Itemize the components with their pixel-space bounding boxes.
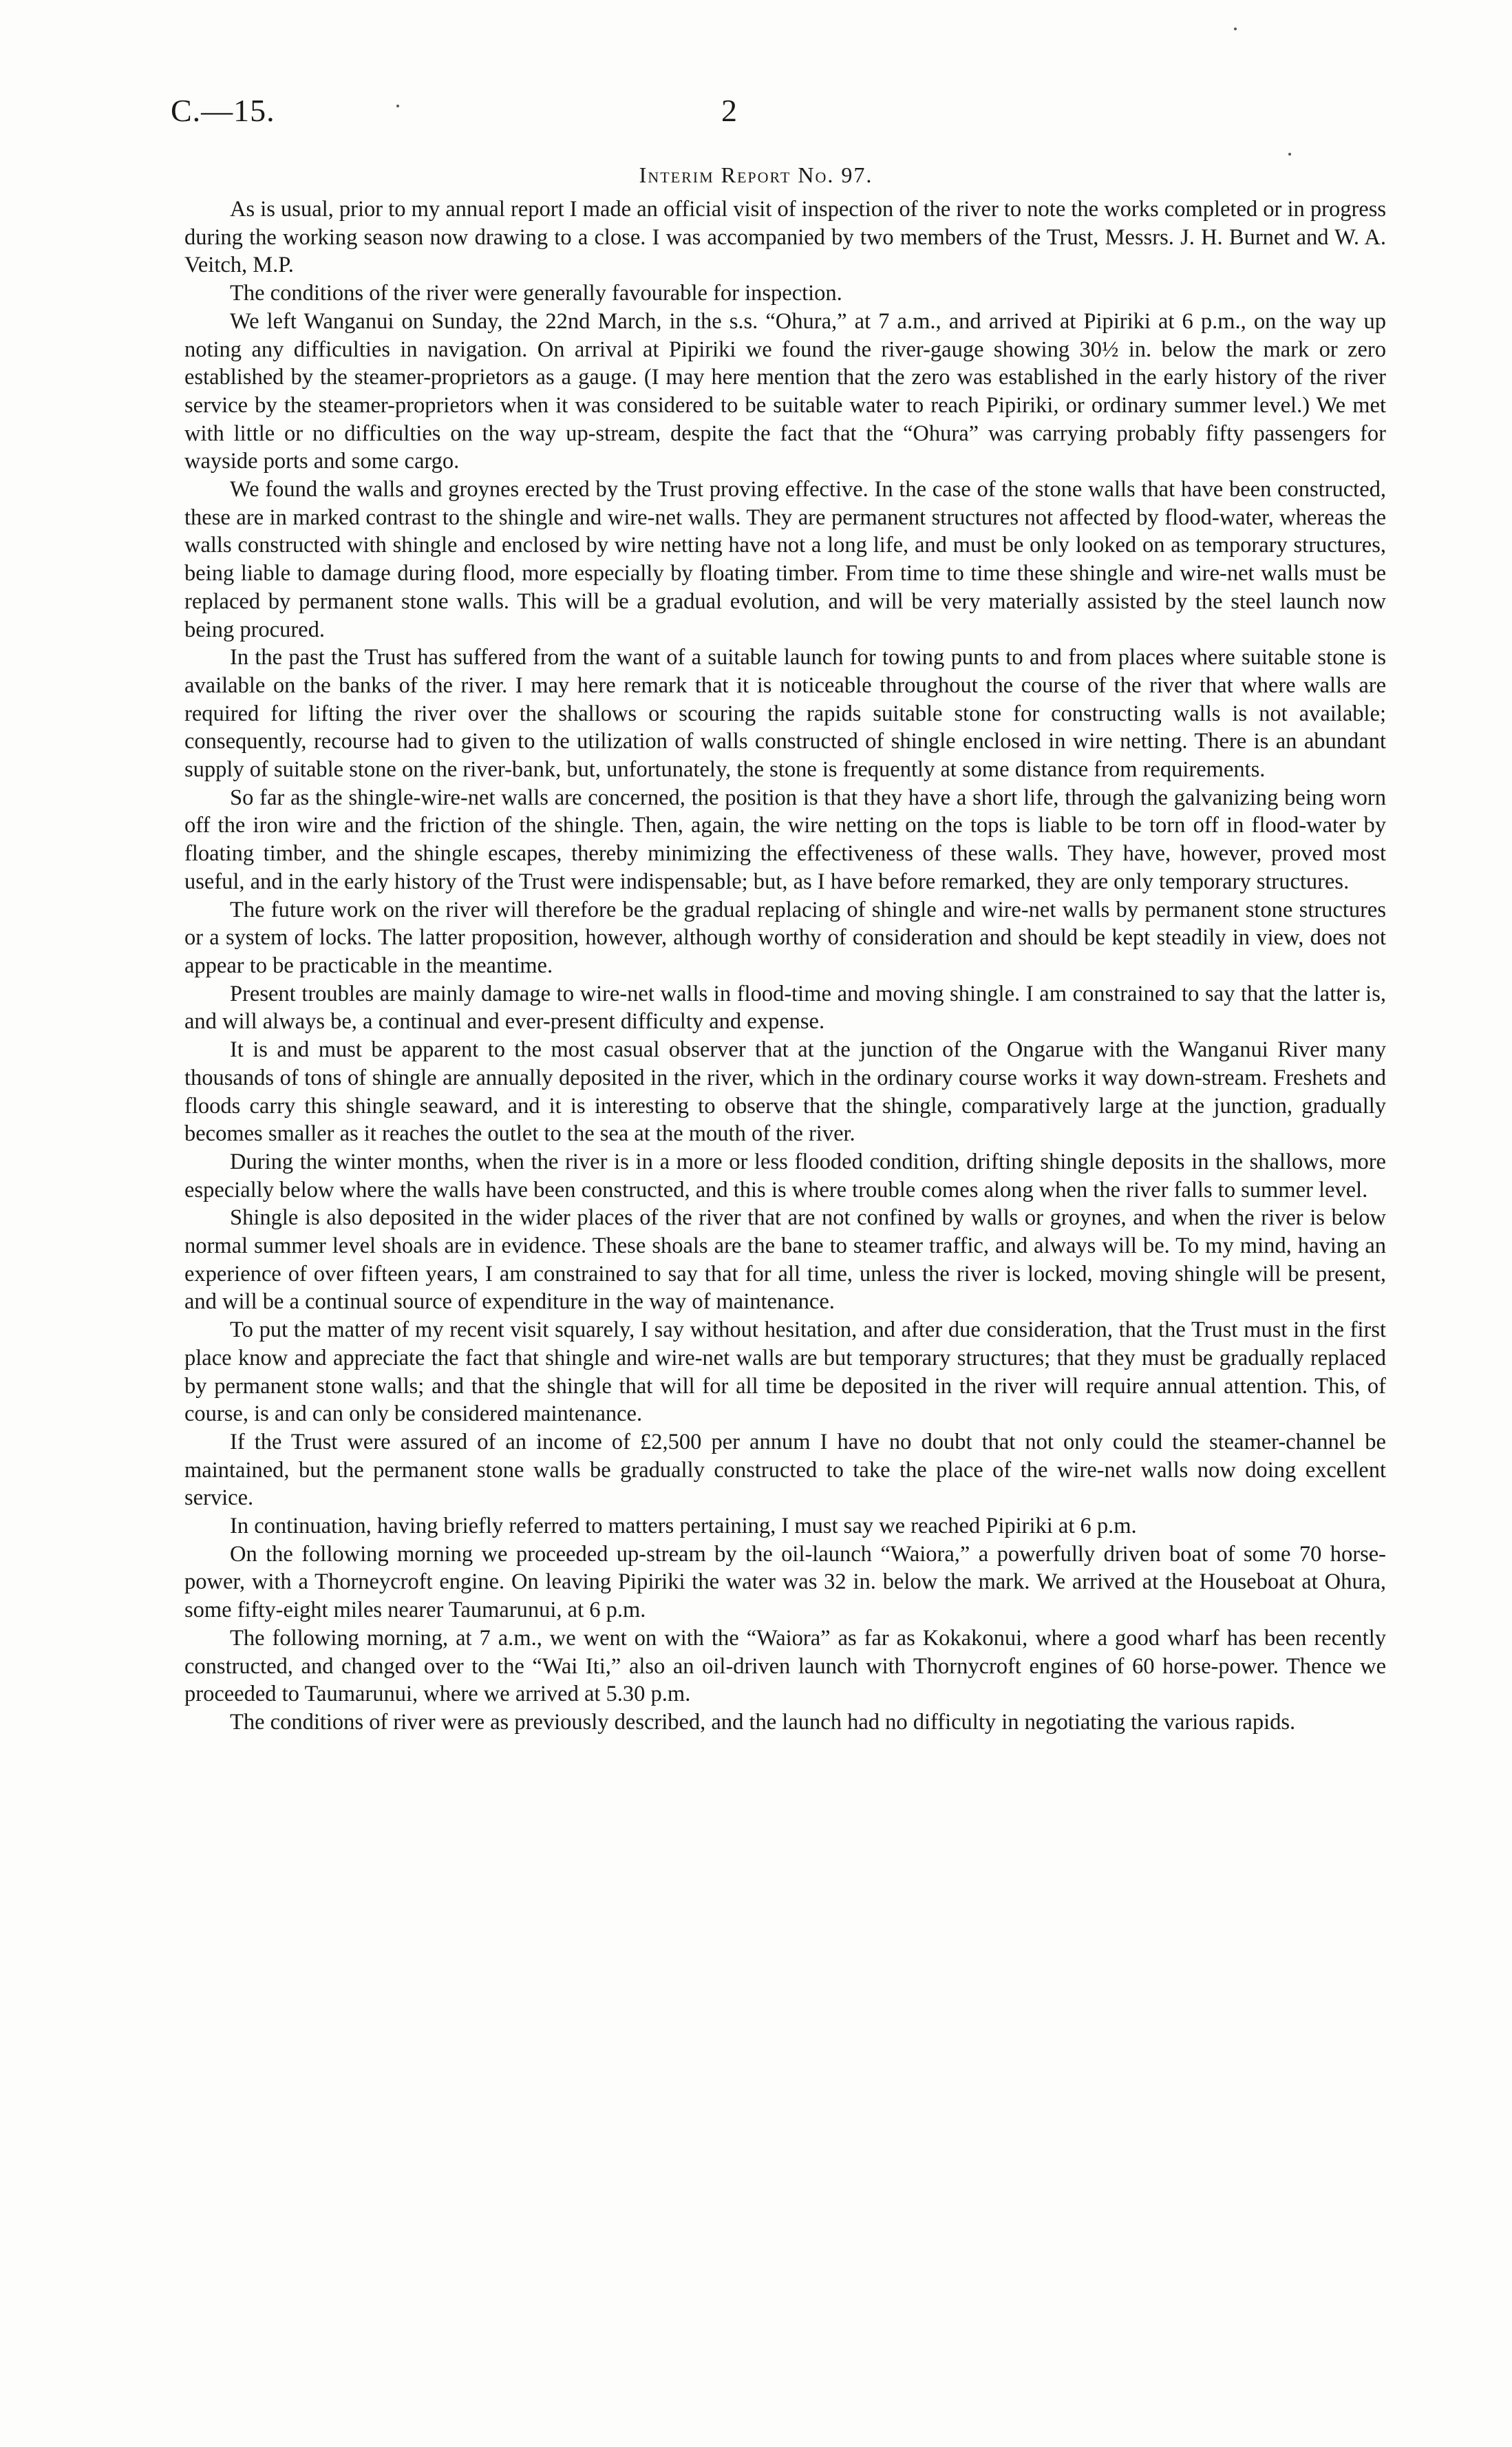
report-title: Interim Report No. 97.: [639, 162, 873, 187]
paragraph: In the past the Trust has suffered from the want of a suitable launch for towing punts to and from places where suitable stone is available on the banks of the river. I may here remark that it is noticeable throughout the course of the river that where walls are required for lifting the river over the shallows or scouring the rapids suitable stone for constructing walls is not available; consequently, recourse had to given to the utilization of walls constructed of shingle enclosed in wire netting. There is an abundant supply of suitable stone on the river-bank, but, unfortunately, the stone is frequently at some distance from requirements.: [184, 645, 1386, 783]
scan-speck: [1234, 28, 1237, 30]
paragraph: Present troubles are mainly damage to wire-net walls in flood-time and moving shingle. I am constrained to say that the latter is, and will always be, a continual and ever-present difficulty and expense.: [184, 981, 1386, 1035]
paragraph: If the Trust were assured of an income of £2,500 per annum I have no doubt that not only could the steamer-channel be maintained, but the permanent stone walls be gradually constructed to take the place of the wire-net walls now doing excellent service.: [184, 1429, 1386, 1511]
paragraph: We found the walls and groynes erected by the Trust proving effective. In the case of the stone walls that have been constructed, these are in marked contrast to the shingle and wire-net walls. They are permanent structures not affected by flood-water, whereas the walls constructed with shingle and enclosed by wire netting have not a long life, and must be only looked on as temporary structures, being liable to damage during flood, more especially by floating timber. From time to time these shingle and wire-net walls must be replaced by permanent stone walls. This will be a gradual evolution, and will be very materially assisted by the steel launch now being procured.: [184, 477, 1386, 642]
document-reference: C.—15.: [171, 93, 275, 128]
page-number: 2: [721, 93, 737, 128]
paragraph: As is usual, prior to my annual report I made an official visit of inspection of the river to note the works completed or in progress during the working season now drawing to a close. I was accompanied by two members of the Trust, Messrs. J. H. Burnet and W. A. Veitch, M.P.: [184, 197, 1386, 278]
paragraph: The following morning, at 7 a.m., we went on with the “Waiora” as far as Kokakonui, where a good wharf has been recently constructed, and changed over to the “Wai Iti,” also an oil-driven launch with Thornycroft engines of 60 horse-power. Thence we proceeded to Taumarunui, where we arrived at 5.30 p.m.: [184, 1625, 1386, 1707]
paragraph: The conditions of the river were generally favourable for inspection.: [230, 281, 842, 306]
paragraph: To put the matter of my recent visit squarely, I say without hesitation, and after due consideration, that the Trust must in the first place know and appreciate the fact that shingle and wire-net walls are but temporary structures; that they must be gradually replaced by permanent stone walls; and that the shingle that will for all time be deposited in the river will require annual attention. This, of course, is and can only be considered maintenance.: [184, 1317, 1386, 1427]
scan-speck: [396, 105, 399, 107]
scan-speck: [1288, 153, 1291, 156]
paragraph: Shingle is also deposited in the wider places of the river that are not confined by walls or groynes, and when the river is below normal summer level shoals are in evidence. These shoals are the bane to steamer traffic, and always will be. To my mind, having an experience of over fifteen years, I am constrained to say that for all time, unless the river is locked, moving shingle will be present, and will be a continual source of expenditure in the way of maintenance.: [184, 1205, 1386, 1315]
paragraph: On the following morning we proceeded up-stream by the oil-launch “Waiora,” a powerfully driven boat of some 70 horse-power, with a Thorneycroft engine. On leaving Pipiriki the water was 32 in. below the mark. We arrived at the Houseboat at Ohura, some fifty-eight miles nearer Taumarunui, at 6 p.m.: [184, 1541, 1386, 1623]
report-body: [184, 195, 1386, 1737]
paragraph: So far as the shingle-wire-net walls are concerned, the position is that they have a short life, through the galvanizing being worn off the iron wire and the friction of the shingle. Then, again, the wire netting on the tops is liable to be torn off in flood-water by floating timber, and the shingle escapes, thereby minimizing the effectiveness of these walls. They have, however, proved most useful, and in the early history of the Trust were indispensable; but, as I have before remarked, they are only temporary structures.: [184, 785, 1386, 894]
paragraph: We left Wanganui on Sunday, the 22nd March, in the s.s. “Ohura,” at 7 a.m., and arrived at Pipiriki at 6 p.m., on the way up noting any difficulties in navigation. On arrival at Pipiriki we found the river-gauge showing 30½ in. below the mark or zero established by the steamer-proprietors as a gauge. (I may here mention that the zero was established in the early history of the river service by the steamer-proprietors when it was considered to be suitable water to reach Pipiriki, or ordinary summer level.) We met with little or no difficulties on the way up-stream, despite the fact that the “Ohura” was carrying probably fifty passengers for wayside ports and some cargo.: [184, 308, 1386, 474]
paragraph: During the winter months, when the river is in a more or less flooded condition, drifting shingle deposits in the shallows, more especially below where the walls have been constructed, and this is where trouble comes along when the river falls to summer level.: [184, 1149, 1386, 1203]
paragraph: It is and must be apparent to the most casual observer that at the junction of the Ongarue with the Wanganui River many thousands of tons of shingle are annually deposited in the river, which in the ordinary course works it way down-stream. Freshets and floods carry this shingle seaward, and it is interesting to observe that the shingle, comparatively large at the junction, gradually becomes smaller as it reaches the outlet to the sea at the mouth of the river.: [184, 1037, 1386, 1147]
paragraph: The conditions of river were as previously described, and the launch had no difficulty in negotiating the various rapids.: [230, 1709, 1296, 1735]
paragraph: The future work on the river will therefore be the gradual replacing of shingle and wire-net walls by permanent stone structures or a system of locks. The latter proposition, however, although worthy of consideration and should be kept steadily in view, does not appear to be practicable in the meantime.: [184, 897, 1386, 978]
paragraph: In continuation, having briefly referred to matters pertaining, I must say we reached Pipiriki at 6 p.m.: [230, 1514, 1137, 1539]
